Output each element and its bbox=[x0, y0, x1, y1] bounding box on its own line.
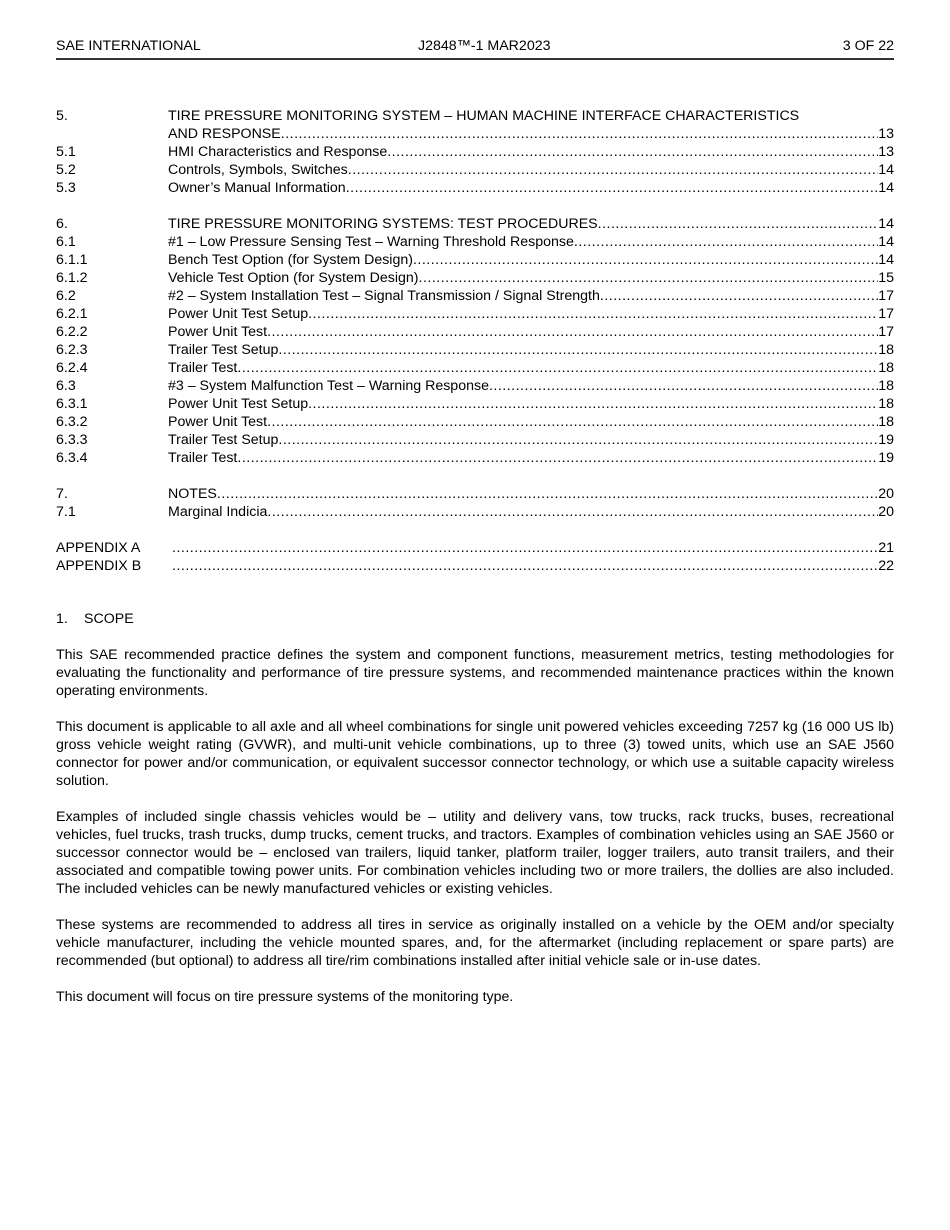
toc-title: Marginal Indicia bbox=[168, 504, 268, 520]
toc-number: 6.2.1 bbox=[56, 306, 88, 322]
toc-number: 6.2.2 bbox=[56, 324, 88, 340]
toc-page: 18 bbox=[878, 396, 894, 412]
toc-title: #2 – System Installation Test – Signal Transmission / Signal Strength bbox=[168, 288, 600, 304]
toc-entry[interactable] bbox=[56, 413, 894, 431]
toc-number: 6.3 bbox=[56, 378, 76, 394]
toc-leader-dots bbox=[419, 269, 879, 287]
toc-title: Owner’s Manual Information bbox=[168, 180, 346, 196]
toc-entry[interactable] bbox=[56, 449, 894, 467]
toc-leader-dots bbox=[278, 341, 878, 359]
toc-entry[interactable] bbox=[56, 395, 894, 413]
toc-entry[interactable] bbox=[56, 503, 894, 521]
header-rule bbox=[56, 58, 894, 60]
toc-number: 5.2 bbox=[56, 162, 76, 178]
header-document-id: J2848™-1 MAR2023 bbox=[418, 38, 551, 54]
toc-page: 15 bbox=[878, 270, 894, 286]
toc-number: APPENDIX B bbox=[56, 558, 142, 574]
toc-entry[interactable] bbox=[56, 287, 894, 305]
toc-number: 6.3.2 bbox=[56, 414, 88, 430]
toc-page: 19 bbox=[878, 450, 894, 466]
toc-page: 20 bbox=[878, 504, 894, 520]
toc-leader-dots bbox=[600, 287, 878, 305]
scope-paragraph: This document is applicable to all axle and all wheel combinations for single unit powered vehicles exceeding 7257 kg (16 000 US lb) gross vehicle weight rating (GVWR), and multi-unit vehicle combinations, up to three (3) towed units, which use an SAE J560 connector for power and/or communication, or equivalent successor connector technology, or which use a suitable capacity wireless solution. bbox=[56, 719, 894, 789]
scope-paragraph: Examples of included single chassis vehicles would be – utility and delivery vans, tow trucks, rack trucks, buses, recreational vehicles, fuel trucks, trash trucks, dump trucks, cement trucks, and tractors. Examples of combination vehicles using an SAE J560 or successor connector would be – enclosed van trailers, liquid tanker, platform trailer, logger trailers, auto transit trailers, and their associated and compatible towing power units. For combination vehicles including two or more trailers, the dollies are also included. The included vehicles can be newly manufactured vehicles or existing vehicles. bbox=[56, 809, 894, 897]
toc-title: #3 – System Malfunction Test – Warning Response bbox=[168, 378, 489, 394]
toc-page: 18 bbox=[878, 414, 894, 430]
toc-leader-dots bbox=[346, 179, 879, 197]
toc-leader-dots bbox=[598, 215, 879, 233]
toc-entry[interactable] bbox=[56, 269, 894, 287]
toc-leader-dots bbox=[574, 233, 878, 251]
toc-leader-dots bbox=[267, 413, 878, 431]
spacer bbox=[56, 467, 894, 485]
toc-page: 19 bbox=[878, 432, 894, 448]
toc-number: 5.1 bbox=[56, 144, 76, 160]
section-title: SCOPE bbox=[84, 611, 134, 627]
toc-number: 6.3.1 bbox=[56, 396, 88, 412]
toc-title: Trailer Test bbox=[168, 360, 238, 376]
toc-entry[interactable] bbox=[56, 341, 894, 359]
toc-entry[interactable] bbox=[56, 485, 894, 503]
toc-title: Trailer Test Setup bbox=[168, 342, 279, 358]
toc-leader-dots bbox=[308, 305, 878, 323]
toc-leader-dots bbox=[348, 161, 878, 179]
toc-number: 6.2.4 bbox=[56, 360, 88, 376]
toc-page: 22 bbox=[878, 558, 894, 574]
toc-page: 18 bbox=[878, 378, 894, 394]
toc-page: 14 bbox=[878, 162, 894, 178]
toc-leader-dots bbox=[237, 449, 878, 467]
page-header bbox=[56, 38, 894, 58]
toc-entry[interactable] bbox=[56, 377, 894, 395]
toc-title: Vehicle Test Option (for System Design) bbox=[168, 270, 419, 286]
toc-title: TIRE PRESSURE MONITORING SYSTEM – HUMAN MACHINE INTERFACE CHARACTERISTICS bbox=[168, 108, 800, 124]
toc-leader-dots bbox=[387, 143, 878, 161]
toc-entry[interactable] bbox=[56, 431, 894, 449]
toc-title: Power Unit Test Setup bbox=[168, 306, 309, 322]
toc-page: 14 bbox=[878, 216, 894, 232]
toc-leader-dots bbox=[172, 539, 878, 557]
toc-title: HMI Characteristics and Response bbox=[168, 144, 388, 160]
table-of-contents bbox=[56, 107, 894, 575]
toc-leader-dots bbox=[278, 431, 878, 449]
toc-number: 7. bbox=[56, 486, 68, 502]
toc-page: 21 bbox=[878, 540, 894, 556]
scope-paragraph: This SAE recommended practice defines the system and component functions, measurement metrics, testing methodologies for evaluating the functionality and performance of tire pressure systems, and recommended maintenance practices within the known operating environments. bbox=[56, 647, 894, 699]
toc-number: 6.1.1 bbox=[56, 252, 88, 268]
toc-title: Bench Test Option (for System Design) bbox=[168, 252, 413, 268]
section-number: 1. bbox=[56, 611, 68, 627]
scope-section bbox=[56, 610, 894, 1024]
toc-entry[interactable] bbox=[56, 143, 894, 161]
toc-leader-dots bbox=[237, 359, 878, 377]
toc-page: 13 bbox=[878, 144, 894, 160]
scope-paragraph: This document will focus on tire pressure systems of the monitoring type. bbox=[56, 989, 514, 1005]
toc-entry[interactable] bbox=[56, 233, 894, 251]
toc-page: 14 bbox=[878, 180, 894, 196]
toc-page: 18 bbox=[878, 360, 894, 376]
toc-leader-dots bbox=[489, 377, 878, 395]
toc-page: 17 bbox=[878, 324, 894, 340]
toc-number: 6.2 bbox=[56, 288, 76, 304]
toc-page: 20 bbox=[878, 486, 894, 502]
toc-number: APPENDIX A bbox=[56, 540, 141, 556]
toc-page: 17 bbox=[878, 306, 894, 322]
toc-entry[interactable] bbox=[56, 251, 894, 269]
toc-number: 6.1 bbox=[56, 234, 76, 250]
toc-page: 13 bbox=[878, 126, 894, 142]
spacer bbox=[56, 521, 894, 539]
toc-entry[interactable] bbox=[56, 323, 894, 341]
toc-page: 17 bbox=[878, 288, 894, 304]
toc-page: 18 bbox=[878, 342, 894, 358]
toc-number: 6.3.3 bbox=[56, 432, 88, 448]
toc-number: 6. bbox=[56, 216, 68, 232]
toc-number: 6.3.4 bbox=[56, 450, 88, 466]
scope-paragraph: These systems are recommended to address all tires in service as originally installed on a vehicle by the OEM and/or specialty vehicle manufacturer, including the vehicle mounted spares, and, for the aftermarket (including replacement or spare parts) are recommended (but optional) to address all tire/rim combinations installed after initial vehicle sale or in-use dates. bbox=[56, 917, 894, 969]
toc-title: NOTES bbox=[168, 486, 217, 502]
header-page-number: 3 OF 22 bbox=[842, 38, 894, 54]
toc-leader-dots bbox=[308, 395, 878, 413]
toc-leader-dots bbox=[281, 125, 878, 143]
toc-leader-dots bbox=[267, 323, 878, 341]
toc-leader-dots bbox=[172, 557, 878, 575]
toc-title: Trailer Test Setup bbox=[168, 432, 279, 448]
toc-title: TIRE PRESSURE MONITORING SYSTEMS: TEST PROCEDURES bbox=[168, 216, 598, 232]
toc-leader-dots bbox=[217, 485, 878, 503]
toc-title: Trailer Test bbox=[168, 450, 238, 466]
toc-entry[interactable] bbox=[56, 359, 894, 377]
header-organization: SAE INTERNATIONAL bbox=[56, 38, 201, 54]
toc-entry-appendix-a[interactable] bbox=[56, 539, 894, 557]
toc-entry[interactable] bbox=[56, 215, 894, 233]
toc-entry[interactable] bbox=[56, 107, 894, 125]
toc-entry[interactable] bbox=[56, 305, 894, 323]
toc-page: 14 bbox=[878, 234, 894, 250]
section-heading bbox=[56, 610, 894, 628]
toc-entry[interactable] bbox=[56, 161, 894, 179]
toc-entry-continuation[interactable] bbox=[56, 125, 894, 143]
toc-title: Power Unit Test Setup bbox=[168, 396, 309, 412]
toc-leader-dots bbox=[267, 503, 878, 521]
toc-title: AND RESPONSE bbox=[168, 126, 281, 142]
toc-title: Power Unit Test bbox=[168, 324, 268, 340]
spacer bbox=[56, 197, 894, 215]
toc-title: Power Unit Test bbox=[168, 414, 268, 430]
toc-entry-appendix-b[interactable] bbox=[56, 557, 894, 575]
toc-title: Controls, Symbols, Switches bbox=[168, 162, 348, 178]
toc-number: 7.1 bbox=[56, 504, 76, 520]
toc-number: 6.1.2 bbox=[56, 270, 88, 286]
toc-number: 6.2.3 bbox=[56, 342, 88, 358]
toc-entry[interactable] bbox=[56, 179, 894, 197]
toc-page: 14 bbox=[878, 252, 894, 268]
toc-number: 5.3 bbox=[56, 180, 76, 196]
toc-number: 5. bbox=[56, 108, 68, 124]
toc-leader-dots bbox=[413, 251, 878, 269]
toc-title: #1 – Low Pressure Sensing Test – Warning Threshold Response bbox=[168, 234, 574, 250]
